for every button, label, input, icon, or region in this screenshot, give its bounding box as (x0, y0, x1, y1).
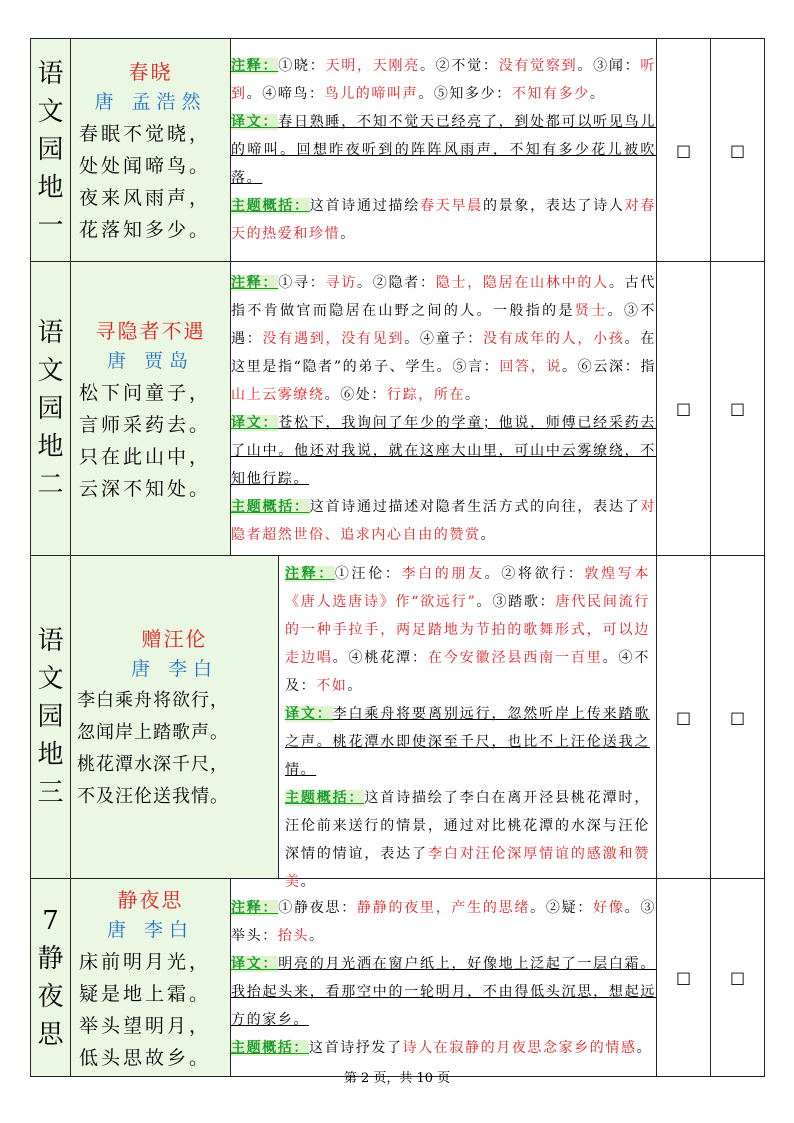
poem-line: 床前明月光， (79, 950, 212, 973)
annotation-text: 。②将欲行： (484, 566, 585, 582)
poem-line: 忽闻岸上踏歌声。 (77, 722, 229, 743)
theme-highlight: 诗人在寂静的月夜思念家乡的情感 (402, 1039, 637, 1056)
poem-author: 唐 李白 (130, 658, 219, 680)
poem-title: 赠汪伦 (141, 627, 208, 651)
theme-label: 主题概括： (231, 498, 310, 515)
translation-text: 李白乘舟将要离别远行，忽然听岸上传来踏歌之声。桃花潭水即使深至千尺，也比不上汪伦送我之情。 (285, 706, 650, 778)
notes-cell (231, 262, 657, 556)
notes-cell (279, 556, 656, 890)
theme-text: 这首诗通过描述对隐者生活方式的向往，表达了 (309, 498, 641, 515)
poem-author: 唐 孟浩然 (94, 91, 207, 113)
annotation-text: 。③闻： (577, 58, 641, 74)
annotation-highlight: 鸟儿的啼叫声 (324, 86, 419, 102)
theme-summary (285, 784, 650, 896)
lesson-char: 文 (37, 664, 64, 694)
annotation-highlight: 回答，说 (499, 358, 563, 375)
theme-highlight: 对春天的热爱和珍惜 (231, 198, 657, 242)
poem-line: 言师采药去。 (79, 413, 212, 436)
poem-row-3 (31, 556, 765, 879)
annotation-highlight: 没有遇到，没有见到 (262, 330, 405, 347)
translation (231, 950, 656, 1034)
annotation-highlight: 好像 (593, 899, 625, 916)
theme-highlight: 春天早晨 (419, 198, 483, 214)
annotation-highlight: 贤士 (574, 302, 608, 319)
annotation-highlight: 听到 (231, 58, 656, 102)
annotation-text: ①静夜思： (278, 899, 357, 916)
annotation-text: ①寻： (278, 274, 326, 291)
checkbox-icon[interactable]: □ (675, 140, 692, 160)
lesson-char: 园 (37, 702, 64, 732)
poem-line: 不及汪伦送我情。 (77, 786, 229, 807)
poem-author: 唐 贾岛 (106, 349, 195, 372)
lesson-char: 静 (37, 943, 64, 974)
annotation (231, 269, 656, 409)
lesson-char: 夜 (37, 981, 64, 1012)
theme-summary (231, 1034, 656, 1062)
theme-label: 主题概括： (231, 1039, 309, 1056)
poem-row-2 (31, 262, 765, 556)
theme-label: 主题概括： (285, 790, 365, 806)
annotation-text: 。③举头： (231, 899, 657, 944)
poem-line: 处处闻啼鸟。 (79, 155, 212, 177)
checkbox-icon[interactable]: □ (729, 140, 746, 160)
annotation (285, 560, 650, 700)
theme-summary (231, 493, 656, 549)
annotation-text: 。②隐者： (356, 274, 436, 291)
theme-text: 。 (480, 526, 497, 543)
annotation-text: 。 (589, 86, 606, 102)
annotation-text: ①汪伦： (334, 566, 402, 582)
wide-cell (71, 556, 657, 890)
translation (285, 700, 650, 784)
lesson-char: 文 (37, 97, 64, 127)
poem-line: 夜来风雨声， (79, 187, 212, 209)
annotation (231, 894, 656, 950)
lesson-char: 7 (42, 905, 59, 936)
theme-highlight: 李白对汪伦深厚情谊的感激和赞美 (285, 846, 650, 890)
lesson-char: 地 (37, 431, 64, 462)
poem-title: 寻隐者不遇 (95, 318, 206, 343)
lesson-cell (31, 556, 71, 879)
lesson-char: 语 (37, 626, 64, 656)
lesson-char: 一 (37, 211, 64, 241)
annotation-text: 。③踏歌： (476, 594, 556, 610)
poem-line: 松下问童子， (79, 381, 212, 404)
annotation-text: 。②疑： (530, 899, 594, 916)
lesson-char: 地 (37, 740, 64, 770)
poem-cell (71, 879, 231, 1077)
theme-highlight: 对隐者超然世俗、追求内心自由的赞赏 (231, 498, 656, 543)
poem-cell (71, 262, 231, 556)
poem-line: 李白乘舟将欲行， (77, 690, 229, 711)
annotation-highlight: 没有觉察到 (498, 58, 578, 74)
theme-text: 。 (300, 874, 317, 890)
annotation-text: 。④桃花潭： (332, 650, 428, 666)
lesson-char: 园 (37, 135, 64, 165)
lesson-char: 文 (37, 355, 64, 386)
checkbox-icon[interactable]: □ (729, 968, 746, 987)
annotation (231, 52, 656, 108)
poem-row-4 (31, 879, 765, 1077)
annotation-highlight: 没有成年的人，小孩 (482, 330, 625, 347)
poem-cell (71, 556, 279, 878)
translation-label: 译文： (285, 706, 333, 722)
lesson-char: 地 (37, 173, 64, 203)
checkbox-cell[interactable] (711, 556, 765, 879)
poem-title: 春晓 (128, 60, 173, 84)
lesson-char: 二 (37, 469, 64, 500)
annotation-text: 。③不遇： (231, 302, 656, 347)
theme-text: 的景象，表达了诗人 (482, 198, 625, 214)
annotation-text: 。②不觉： (419, 58, 499, 74)
translation-label: 译文： (231, 114, 279, 130)
theme-summary (231, 192, 656, 248)
theme-text: 这首诗通过描绘 (309, 198, 420, 214)
annotation-highlight: 唐代民间流行的一种手拉手，两足踏地为节拍的歌舞形式，可以边走边唱 (285, 594, 650, 666)
checkbox-icon[interactable]: □ (729, 399, 746, 418)
annotation-text: 。 (309, 927, 325, 944)
annotation-text: 。④啼鸟： (246, 86, 325, 102)
theme-text: 这首诗抒发了 (309, 1039, 403, 1056)
annotation-label: 注释： (231, 274, 279, 291)
translation-label: 译文： (231, 414, 279, 431)
annotation-text: 。古代指不肯做官而隐居在山野之间的人。一般指的是 (231, 274, 656, 319)
annotation-text: 。在这里是指“隐者”的弟子、学生。⑤言： (231, 330, 657, 375)
poem-line: 桃花潭水深千尺， (77, 754, 229, 775)
annotation-text: ①晓： (278, 58, 326, 74)
translation-text: 苍松下，我询问了年少的学童；他说，师傅已经采药去了山中。他还对我说，就在这座大山里，可山中云雾缭绕，不知他行踪。 (231, 414, 656, 487)
poem-row-1 (31, 39, 765, 262)
checkbox-icon[interactable]: □ (675, 707, 692, 727)
annotation-label: 注释： (285, 566, 335, 582)
annotation-highlight: 李白的朋友 (401, 566, 485, 582)
annotation-highlight: 不知有多少 (511, 86, 590, 102)
checkbox-cell[interactable] (657, 879, 711, 1077)
poem-study-table (30, 38, 765, 1077)
annotation-highlight: 在今安徽泾县西南一百里 (427, 650, 603, 666)
checkbox-cell[interactable] (711, 39, 765, 262)
annotation-highlight: 山上云雾缭绕 (231, 386, 325, 403)
poem-line: 只在此山中， (79, 445, 212, 468)
checkbox-cell[interactable] (711, 879, 765, 1077)
annotation-label: 注释： (231, 899, 279, 916)
annotation-highlight: 行踪，所在 (387, 386, 466, 403)
lesson-char: 思 (37, 1019, 64, 1050)
poem-line: 春眠不觉晓， (79, 123, 212, 145)
annotation-highlight: 寻访 (325, 274, 357, 291)
annotation-highlight: 不如 (316, 678, 348, 694)
annotation-label: 注释： (231, 58, 279, 74)
translation-text: 春日熟睡，不知不觉天已经亮了，到处都可以听见鸟儿的啼叫。回想昨夜听到的阵阵风雨声，不知有多少花儿被吹落。 (231, 114, 656, 186)
annotation-highlight: 静静的夜里，产生的思绪 (356, 899, 531, 916)
theme-label: 主题概括： (231, 198, 310, 214)
poem-line: 举头望明月， (79, 1014, 212, 1037)
translation-text: 明亮的月光洒在窗户纸上，好像地上泛起了一层白霜。我抬起头来，看那空中的一轮明月，不由得低头沉思，想起远方的家乡。 (231, 955, 656, 1028)
poem-line: 花落知多少。 (79, 219, 212, 241)
lesson-char: 三 (37, 778, 64, 808)
lesson-char: 园 (37, 393, 64, 424)
poem-line: 疑是地上霜。 (79, 982, 212, 1005)
annotation-text: 。④不及： (285, 650, 650, 694)
checkbox-cell[interactable] (657, 39, 711, 262)
checkbox-cell[interactable] (657, 556, 711, 879)
checkbox-cell[interactable] (657, 262, 711, 556)
translation (231, 409, 656, 493)
checkbox-cell[interactable] (711, 262, 765, 556)
translation (231, 108, 656, 192)
annotation-text: 。⑤知多少： (418, 86, 512, 102)
translation-label: 译文： (231, 955, 279, 972)
lesson-char: 语 (37, 317, 64, 348)
annotation-text: 。 (465, 386, 481, 403)
notes-cell (231, 39, 657, 262)
poem-author: 唐 李白 (106, 918, 195, 941)
notes-cell (231, 879, 657, 1077)
checkbox-icon[interactable]: □ (729, 707, 746, 727)
annotation-text: 。 (347, 678, 364, 694)
theme-text: 。 (340, 226, 356, 242)
poem-line: 云深不知处。 (79, 477, 212, 500)
lesson-cell (31, 262, 71, 556)
lesson-char: 语 (37, 59, 64, 89)
lesson-cell (31, 39, 71, 262)
poem-line: 低头思故乡。 (79, 1046, 212, 1069)
poem-title: 静夜思 (117, 887, 184, 912)
annotation-text: 。⑥处： (324, 386, 388, 403)
annotation-highlight: 隐士，隐居在山林中的人 (435, 274, 609, 291)
theme-text: 这首诗描绘了李白在离开泾县桃花潭时，汪伦前来送行的情景，通过对比桃花潭的水深与汪伦深情的情谊，表达了 (285, 790, 650, 862)
annotation-highlight: 抬头 (277, 927, 310, 944)
poem-cell (71, 39, 231, 262)
page-footer: 第 2 页，共 10 页 (343, 1071, 451, 1086)
annotation-highlight: 敦煌写本《唐人选唐诗》作“欲远行” (285, 566, 650, 610)
annotation-highlight: 天明，天刚亮 (325, 58, 420, 74)
lesson-cell (31, 879, 71, 1077)
checkbox-icon[interactable]: □ (675, 399, 692, 418)
annotation-text: 。⑥云深：指 (562, 358, 656, 375)
annotation-text: 。④童子： (404, 330, 483, 347)
checkbox-icon[interactable]: □ (675, 968, 692, 987)
theme-text: 。 (636, 1039, 653, 1056)
